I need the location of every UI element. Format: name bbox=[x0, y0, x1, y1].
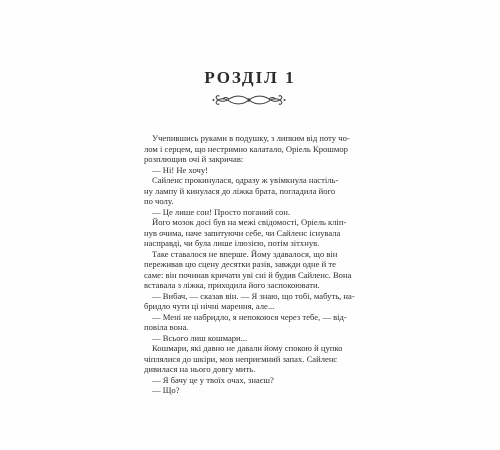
text-line: дивилася на нього довгу мить. bbox=[144, 364, 256, 374]
text-line: — Мені не набридло, я непокоюся через тебе, — від- bbox=[152, 311, 347, 322]
text-line: — Вибач, — сказав він. — Я знаю, що тобі, мабуть, на- bbox=[152, 290, 355, 301]
text-line: розплющив очі й закричав: bbox=[144, 154, 244, 164]
text-line: Його мозок досі був на межі свідомості, Оріель кліп- bbox=[152, 217, 347, 227]
text-line: вставала з ліжка, приходила його заспокоювати. bbox=[144, 280, 320, 290]
chapter-body bbox=[144, 133, 360, 396]
text-line: Учепившись руками в подушку, з липким від поту чо- bbox=[152, 133, 350, 143]
text-line: — Ні! Не хочу! bbox=[152, 164, 209, 175]
text-line: лом і серцем, що нестримно калатало, Оріель Крошмор bbox=[144, 143, 348, 154]
text-line: насправді, чи була лише ілюзією, потім зітхнув. bbox=[144, 238, 320, 248]
text-line: — Це лише сон! Просто поганий сон. bbox=[152, 206, 291, 217]
text-line: Сайленс прокинулася, одразу ж увімкнула настіль- bbox=[152, 175, 339, 185]
text-line: Кошмари, які давно не давали йому спокою й цупко bbox=[152, 343, 343, 353]
chapter-title: РОЗДІЛ 1 bbox=[204, 68, 296, 87]
flourish-ornament-icon bbox=[211, 92, 287, 108]
text-line: ну лампу й кинулася до ліжка брата, погладила його bbox=[144, 185, 336, 196]
text-line: переживав цю сцену десятки разів, завжди одне й те bbox=[144, 259, 336, 269]
text-line: бридло чути ці нічні марення, але... bbox=[144, 301, 275, 311]
text-line: чіплялися до шкіри, мов неприємний запах. Сайленс bbox=[144, 353, 338, 364]
text-line: саме: він починав кричати уві сні й будив Сайленс. Вона bbox=[144, 269, 352, 280]
text-line: повіла вона. bbox=[144, 322, 189, 332]
text-line: — Що? bbox=[152, 385, 180, 395]
text-line: нув очима, наче запитуючи себе, чи Сайленс існувала bbox=[144, 227, 341, 238]
text-line: — Я бачу це у твоїх очах, знаєш? bbox=[152, 374, 274, 385]
text-line: по чолу. bbox=[144, 196, 174, 206]
text-line: — Всього лиш кошмари... bbox=[152, 332, 248, 343]
text-line: Таке ставалося не вперше. Йому здавалося, що він bbox=[152, 248, 338, 259]
